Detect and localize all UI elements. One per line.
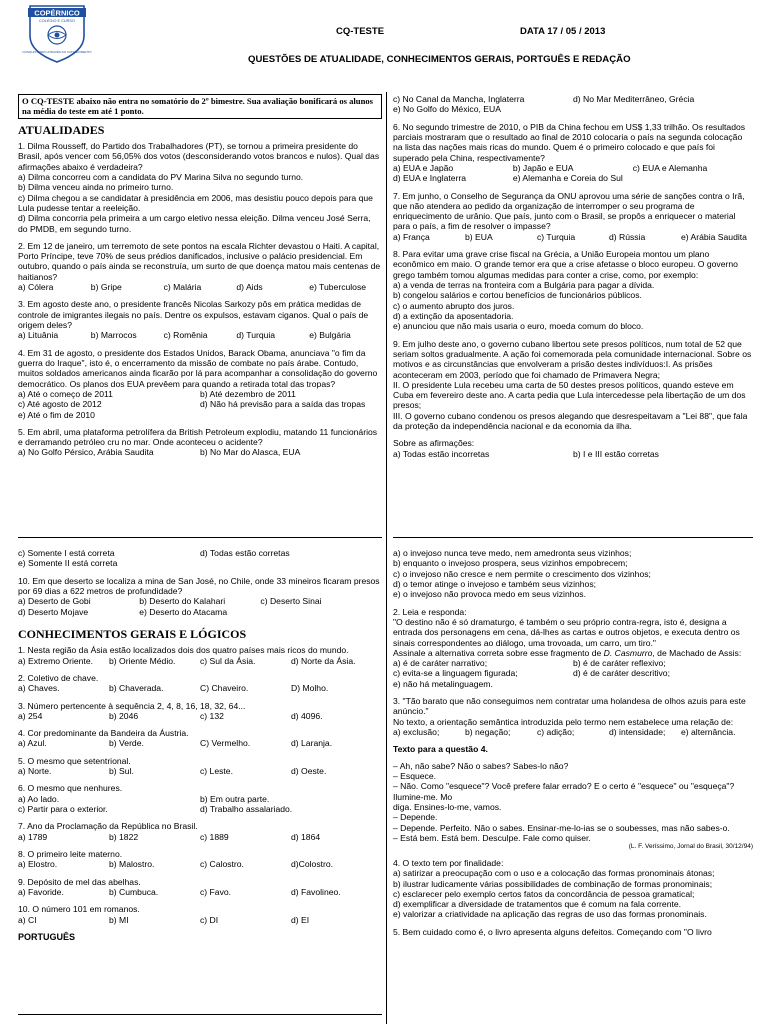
answer-option: a) satirizar a preocupação com o uso e a colocação das formas pronominais átonas; [393, 868, 715, 879]
q2-book: D. Casmurro [603, 647, 653, 658]
answer-option: d) Laranja. [291, 738, 333, 749]
q2-text: 2. Leia e responda: "O destino não é só dramaturgo, é também o seu próprio contra-regra, isto é, designa a entrada dos personagens em cena, dá-lhes as cartas e outros objetos, e executa dentro os sinais correspondentes ao diálogo, uma trovoada, um carro, um tiro." Assinale a alternativa correta sobre esse fragmento de [393, 606, 740, 658]
answer-option: b) 2046 [109, 710, 139, 721]
answer-option: a) CI [18, 914, 37, 925]
answer-option: e) Arábia Saudita [681, 231, 747, 242]
page-subtitle: QUESTÕES DE ATUALIDADE, CONHECIMENTOS GERAIS, PORTGUÊS E REDAÇÃO [248, 54, 631, 65]
atualidades-question [18, 427, 382, 458]
answer-option: b) Japão e EUA [512, 162, 574, 173]
q4-text: 4. O texto tem por finalidade: [393, 857, 504, 868]
answer-option: d) 1864 [291, 831, 321, 842]
answer-option: a) a venda de terras na fronteira com a Bulgária para pagar a dívida. [393, 280, 655, 290]
column-divider [386, 92, 387, 1024]
dialogue-line: – Não. Como "esquece"? Você prefere falar errado? E o certo é "esquece" ou "esqueça"? Ilumine-me. Mo [393, 781, 735, 802]
answer-option: b) Gripe [90, 282, 122, 293]
atualidades-question [393, 191, 753, 243]
answer-option: d) exemplificar a diversidade de tratamentos que é comum na fala corrente. [393, 899, 682, 910]
question-text: 2. Coletivo de chave. [18, 672, 99, 683]
question-text: 5. Em abril, uma plataforma petrolífera da British Petroleum explodiu, matando 11 funcionários e derramando petróleo cru no mar. Onde aconteceu o acidente? [18, 426, 378, 448]
answer-option: a) Lituânia [18, 330, 59, 341]
answer-option: b) Oriente Médio. [109, 655, 176, 666]
answer-option: e) alternância. [681, 727, 736, 737]
answer-option: e) Alemanha e Coreia do Sul [512, 173, 623, 184]
answer-option: e) Bulgária [309, 330, 351, 341]
answer-option: c) Até agosto de 2012 [18, 399, 102, 410]
answer-option: d) Favolineo. [291, 886, 341, 897]
question-text: 9. Depósito de mel das abelhas. [18, 876, 141, 887]
atualidades-question [18, 141, 382, 234]
answer-option: b) I e III estão corretas [573, 448, 659, 459]
answer-option: d) Rússia [609, 231, 646, 242]
answer-option: C) Chaveiro. [200, 683, 249, 694]
question-text: 10. Em que deserto se localiza a mina de San José, no Chile, onde 33 mineiros ficaram presos por 69 dias a 622 metros de profundidade? [18, 575, 380, 596]
answer-option: d) Não há previsão para a saída das tropas [200, 399, 366, 410]
answer-option: a) No Golfo Pérsico, Arábia Saudita [18, 447, 154, 458]
answer-option: d) o temor atinge o invejoso e também seus vizinhos; [393, 578, 597, 589]
answer-option: a) Favoride. [18, 886, 64, 897]
answer-option: b) Marrocos [90, 330, 137, 341]
answer-option: d) é de caráter descritivo; [573, 668, 670, 679]
answer-option: c) 132 [200, 710, 224, 721]
answer-option: a) exclusão; [393, 727, 440, 737]
conhecimentos-question [18, 728, 382, 749]
answer-option: a) EUA e Japão [393, 162, 454, 173]
answer-option: a) Cólera [18, 282, 54, 293]
question-3 [393, 696, 753, 737]
question-text: Sobre as afirmações: [393, 438, 475, 449]
answer-option: c) esclarecer pelo exemplo certos fatos da concordância de pessoa gramatical; [393, 888, 695, 899]
answer-option: c) Calostro. [200, 859, 244, 870]
answer-option: D) Molho. [291, 683, 329, 694]
answer-option: b) 1822 [109, 831, 139, 842]
question-text: 6. No segundo trimestre de 2010, o PIB da China fechou em US$ 1,33 trilhão. Os resultados parciais mostraram que o resultado ao final de 2010 colocaria o país na segunda colocação na lista das nações mais ricas do mundo. Quem é o primeiro colocado e que país foi superado pela China, respectivamente? [393, 121, 746, 163]
answer-option: a) Elostro. [18, 859, 58, 870]
atualidades-question [18, 548, 382, 569]
question-text: 10. O número 101 em romanos. [18, 904, 140, 915]
section-portugues: PORTUGUÊS [18, 931, 76, 942]
answer-option: d) EI [291, 914, 310, 925]
question-text: 7. Ano da Proclamação da República no Brasil. [18, 821, 198, 832]
logo-name: COPÉRNICO [34, 8, 80, 18]
answer-option: c) adição; [537, 727, 575, 737]
answer-option: c) Dilma chegou a se candidatar à presidência em 2006, mas desistiu pouco depois para que Lula pudesse tentar a reeleição. [18, 192, 373, 213]
section-conhecimentos: CONHECIMENTOS GERAIS E LÓGICOS [18, 626, 247, 641]
answer-option: b) Malostro. [109, 859, 155, 870]
left-column-top [18, 94, 382, 534]
atualidades-question [18, 241, 382, 293]
answer-option: d) Norte da Ásia. [291, 655, 356, 666]
answer-option: a) Até o começo de 2011 [18, 388, 113, 399]
answer-option: a) Deserto de Gobi [18, 596, 91, 607]
answer-option: c) Somente I está correta [18, 548, 115, 558]
dialogue-line: – Ah, não sabe? Não o sabes? Sabes-lo não? [393, 760, 569, 771]
question-text: 2. Em 12 de janeiro, um terremoto de sete pontos na escala Richter devastou o Haiti. A capital, Porto Príncipe, teve 70% de seus prédios danificados, inclusive o palácio presidencial. Em outubro, quando o país ainda se reconstruía, um surto de que doença matou mais centenas de haitianos? [18, 240, 381, 282]
right-divider [393, 537, 753, 538]
dialogue-line: – Está bem. Está bem. Desculpe. Fale como quiser. [393, 832, 591, 843]
answer-option: e) Deserto do Atacama [139, 606, 228, 617]
answer-option: a) Dilma concorreu com a candidata do PV Marina Silva no segundo turno. [18, 171, 304, 182]
answer-option: II. O presidente Lula recebeu uma carta de 50 destes presos políticos, quando esteve em Cuba em fevereiro deste ano. A carta pedia que Lula intercedesse pela libertação de um dos presos; [393, 379, 746, 411]
answer-option: c) Deserto Sinai [260, 596, 322, 607]
answer-option: b) Até dezembro de 2011 [200, 388, 296, 399]
question-text: 7. Em junho, o Conselho de Segurança da ONU aprovou uma série de sanções contra o Irã, que não atendera ao pedido da organização de interromper o seu programa de enriquecimento de urânio. Que país, junto com o Brasil, se propôs a enriquecer o material para o país, a fim de resolver o impasse? [393, 190, 745, 232]
conhecimentos-question [18, 756, 382, 777]
question-text: 8. Para evitar uma grave crise fiscal na Grécia, a União Europeia montou um plano econômico em maio. O grande temor era que a crise afetasse o bloco europeu. O governo grego também tomou algumas medidas para conter a crise, como, por exemplo: [393, 249, 738, 280]
question-5 [393, 927, 753, 937]
answer-option: a) 1789 [18, 831, 48, 842]
left-divider [18, 537, 382, 538]
answer-option: b) Chaverada. [109, 683, 164, 694]
question-text: 4. Cor predominante da Bandeira da Áustria. [18, 728, 189, 739]
answer-option: d) Turquia [236, 330, 276, 341]
atualidades-questions-continued [18, 548, 382, 617]
answer-option: e) não há metalinguagem. [393, 678, 493, 689]
right-column-top [393, 94, 753, 534]
answer-option: e) anunciou que não mais usaria o euro, moeda comum do bloco. [393, 321, 644, 332]
question-text: 1. Dilma Rousseff, do Partido dos Trabalhadores (PT), se tornou a primeira presidente do Brasil, após vencer com 56,05% dos votos (desconsiderando votos brancos e nulos). Qual das afirmações abaixo é verdadeira? [18, 141, 380, 172]
conhecimentos-question [18, 645, 382, 666]
question-text: 1. Nesta região da Ásia estão localizados dois dos quatro países mais ricos do mundo. [18, 645, 349, 656]
answer-option: c) Romênia [163, 330, 208, 341]
left-column-bottom [18, 548, 382, 1024]
test-title: CQ-TESTE [336, 26, 385, 37]
answer-option: a) é de caráter narrativo; [393, 658, 488, 669]
atualidades-question [18, 348, 382, 420]
question-text: 5. O mesmo que setentrional. [18, 755, 131, 766]
answer-option: a) Azul. [18, 738, 47, 749]
conhecimentos-question [18, 849, 382, 870]
conhecimentos-question [18, 877, 382, 898]
answer-option: b) Verde. [109, 738, 144, 749]
section-atualidades: ATUALIDADES [18, 122, 105, 137]
question-text: 9. Em julho deste ano, o governo cubano libertou sete presos políticos, num total de 52 que seriam soltos gradualmente. A ação foi comemorada pela comunidade internacional. Sobre os motivos e as circunstâncias que envolveram a prisão destes indivíduos:I. As prisões aconteceram em 2003, período que foi chamado de Primavera Negra; [393, 338, 752, 380]
logo-sub: COLÉGIO E CURSO [39, 19, 75, 23]
notice-box: O CQ-TESTE abaixo não entra no somatório do 2º bimestre. Sua avaliação bonificará os alunos na média do teste em até 1 ponto. [18, 94, 382, 119]
answer-option: c) o aumento abrupto dos juros. [393, 300, 515, 311]
answer-option: b) Sul. [109, 766, 134, 777]
answer-option: a) Ao lado. [18, 793, 60, 804]
answer-option: d) Aids [236, 282, 263, 293]
answer-option: c) Leste. [200, 766, 233, 777]
answer-option: d) Oeste. [291, 766, 327, 777]
atualidades-question [393, 94, 753, 115]
answer-option: b) Deserto do Kalahari [139, 596, 226, 607]
atualidades-question [18, 576, 382, 617]
answer-option: c) EUA e Alemanha [632, 162, 708, 173]
answer-option: a) 254 [18, 710, 43, 721]
answer-option: b) é de caráter reflexivo; [573, 658, 666, 669]
page-header [0, 26, 768, 40]
q2-text-after: , de Machado de Assis: [652, 647, 742, 658]
answer-option: d) No Mar Mediterrâneo, Grécia [573, 94, 695, 104]
atualidades-question [18, 299, 382, 340]
conhecimentos-question [18, 701, 382, 722]
text-for-question-4 [393, 744, 753, 851]
answer-option: e) Até o fim de 2010 [18, 409, 95, 420]
conhecimentos-question [18, 904, 382, 925]
answer-option: d) Deserto Mojave [18, 606, 89, 617]
answer-option: a) Chaves. [18, 683, 60, 694]
answer-option: d) a extinção da aposentadoria. [393, 310, 514, 321]
logo-tagline: CONQUISTANDO ATRAVÉS DO CONHECIMENTO [22, 50, 92, 54]
dialogue-line: – Esquece. [393, 770, 436, 781]
answer-option: e) valorizar a criatividade na aplicação das regras de uso das formas pronominais. [393, 909, 707, 920]
text4-title: Texto para a questão 4. [393, 744, 488, 755]
dialogue-line: diga. Ensines-lo-me, vamos. [393, 801, 502, 812]
text4-source: (L. F. Veríssimo, Jornal do Brasil, 30/12/94) [628, 843, 753, 851]
answer-option: c) Favo. [200, 886, 232, 897]
q5-text: 5. Bem cuidado como é, o livro apresenta alguns defeitos. Começando com "O livro [393, 926, 712, 937]
question-text: 3. Número pertencente à sequência 2, 4, 8, 16, 18, 32, 64... [18, 700, 246, 711]
answer-option: e) Somente II está correta [18, 558, 118, 569]
question-text: 6. O mesmo que nenhures. [18, 783, 123, 794]
answer-option: d) intensidade; [609, 727, 666, 737]
conhecimentos-question [18, 783, 382, 814]
dialogue-line: – Depende. Perfeito. Não o sabes. Ensinar-me-lo-ias se o soubesses, mas não sabes-o. [393, 822, 730, 833]
answer-option: c) Sul da Ásia. [200, 655, 256, 666]
conhecimentos-question [18, 821, 382, 842]
answer-option: c) Partir para o exterior. [18, 804, 108, 815]
question-2 [393, 607, 753, 690]
atualidades-questions [18, 141, 382, 458]
answer-option: e) Tuberculose [309, 282, 367, 293]
answer-option: c) o invejoso não cresce e nem permite o crescimento dos vizinhos; [393, 568, 651, 579]
atualidades-question [393, 122, 753, 184]
answer-option: a) Extremo Oriente. [18, 655, 93, 666]
answer-option: e) No Golfo do México, EUA [393, 104, 501, 115]
answer-option: d) Dilma concorria pela primeira a um cargo eletivo nessa eleição. Dilma venceu José Serra, do PMDB, em segundo turno. [18, 213, 371, 234]
answer-option: c) evita-se a linguagem figurada; [393, 668, 518, 679]
answer-option: b) congelou salários e cortou benefícios de funcionários públicos. [393, 290, 642, 301]
answer-option: a) França [393, 231, 430, 242]
answer-option: b) Cumbuca. [109, 886, 159, 897]
answer-option: b) enquanto o invejoso prospera, seus vizinhos empobrecem; [393, 558, 628, 569]
answer-option: d) Trabalho assalariado. [200, 804, 293, 815]
answer-option: a) Norte. [18, 766, 52, 777]
answer-option: c) No Canal da Mancha, Inglaterra [393, 94, 525, 104]
question-text: 3. Em agosto deste ano, o presidente francês Nicolas Sarkozy pôs em prática medidas de controle de imigrantes ilegais no país. Dentre os expulsos, estavam ciganos. Qual o país de origem deles? [18, 299, 369, 331]
conhecimentos-questions [18, 645, 382, 925]
answer-option: c) Malária [163, 282, 202, 293]
answer-option: b) No Mar do Alasca, EUA [200, 447, 301, 458]
answer-option: a) o invejoso nunca teve medo, nem amedronta seus vizinhos; [393, 548, 632, 558]
answer-option: b) negação; [465, 727, 511, 737]
question-text: 8. O primeiro leite materno. [18, 848, 123, 859]
q3-text: 3. "Tão barato que não conseguimos nem contratar uma holandesa de olhos azuis para este anúncio." No texto, a orientação semântica introduzida pelo termo nem estabelece uma relação de: [393, 696, 746, 727]
question-text: 4. Em 31 de agosto, o presidente dos Estados Unidos, Barack Obama, anunciava "o fim da guerra do Iraque", isto é, o encerramento da missão de combate no país árabe. Contudo, muitos soldados americanos ainda ficarão por lá para acompanhar a consolidação do governo democrático. Os planos dos EUA prevêem para quando a retirada total das tropas? [18, 347, 378, 389]
right-column-bottom [393, 548, 753, 1024]
answer-option: C) Vermelho. [200, 738, 251, 749]
conhecimentos-question [18, 673, 382, 694]
answer-option: b) EUA [465, 231, 493, 242]
answer-option: b) ilustrar ludicamente várias possibilidades de combinação de formas pronominais; [393, 878, 713, 889]
answer-option: b) Em outra parte. [200, 793, 270, 804]
answer-option: III. O governo cubano condenou os presos alegando que desrespeitavam a "Lei 88", que fala da proteção da independência nacional e da economia da ilha. [393, 410, 748, 432]
answer-option: c) DI [200, 914, 219, 925]
atualidades-question [393, 438, 753, 459]
answer-option: e) o invejoso não provoca medo em seus vizinhos. [393, 589, 586, 600]
dialogue-line: – Depende. [393, 812, 438, 823]
answer-option: d) 4096. [291, 710, 323, 721]
answer-option: b) MI [109, 914, 129, 925]
answer-option: c) 1889 [200, 831, 229, 842]
answer-option: d) EUA e Inglaterra [393, 173, 467, 184]
answer-option: d) Todas estão corretas [200, 548, 290, 558]
answer-option: b) Dilma venceu ainda no primeiro turno. [18, 182, 174, 193]
question-4 [393, 858, 753, 920]
test-date: DATA 17 / 05 / 2013 [520, 26, 606, 37]
atualidades-questions-right [393, 94, 753, 459]
atualidades-question [393, 249, 753, 332]
answer-option: a) Todas estão incorretas [393, 448, 490, 459]
atualidades-question [393, 339, 753, 432]
question-1-options [393, 548, 753, 600]
answer-option: c) Turquia [537, 231, 576, 242]
answer-option: d)Colostro. [291, 859, 334, 870]
